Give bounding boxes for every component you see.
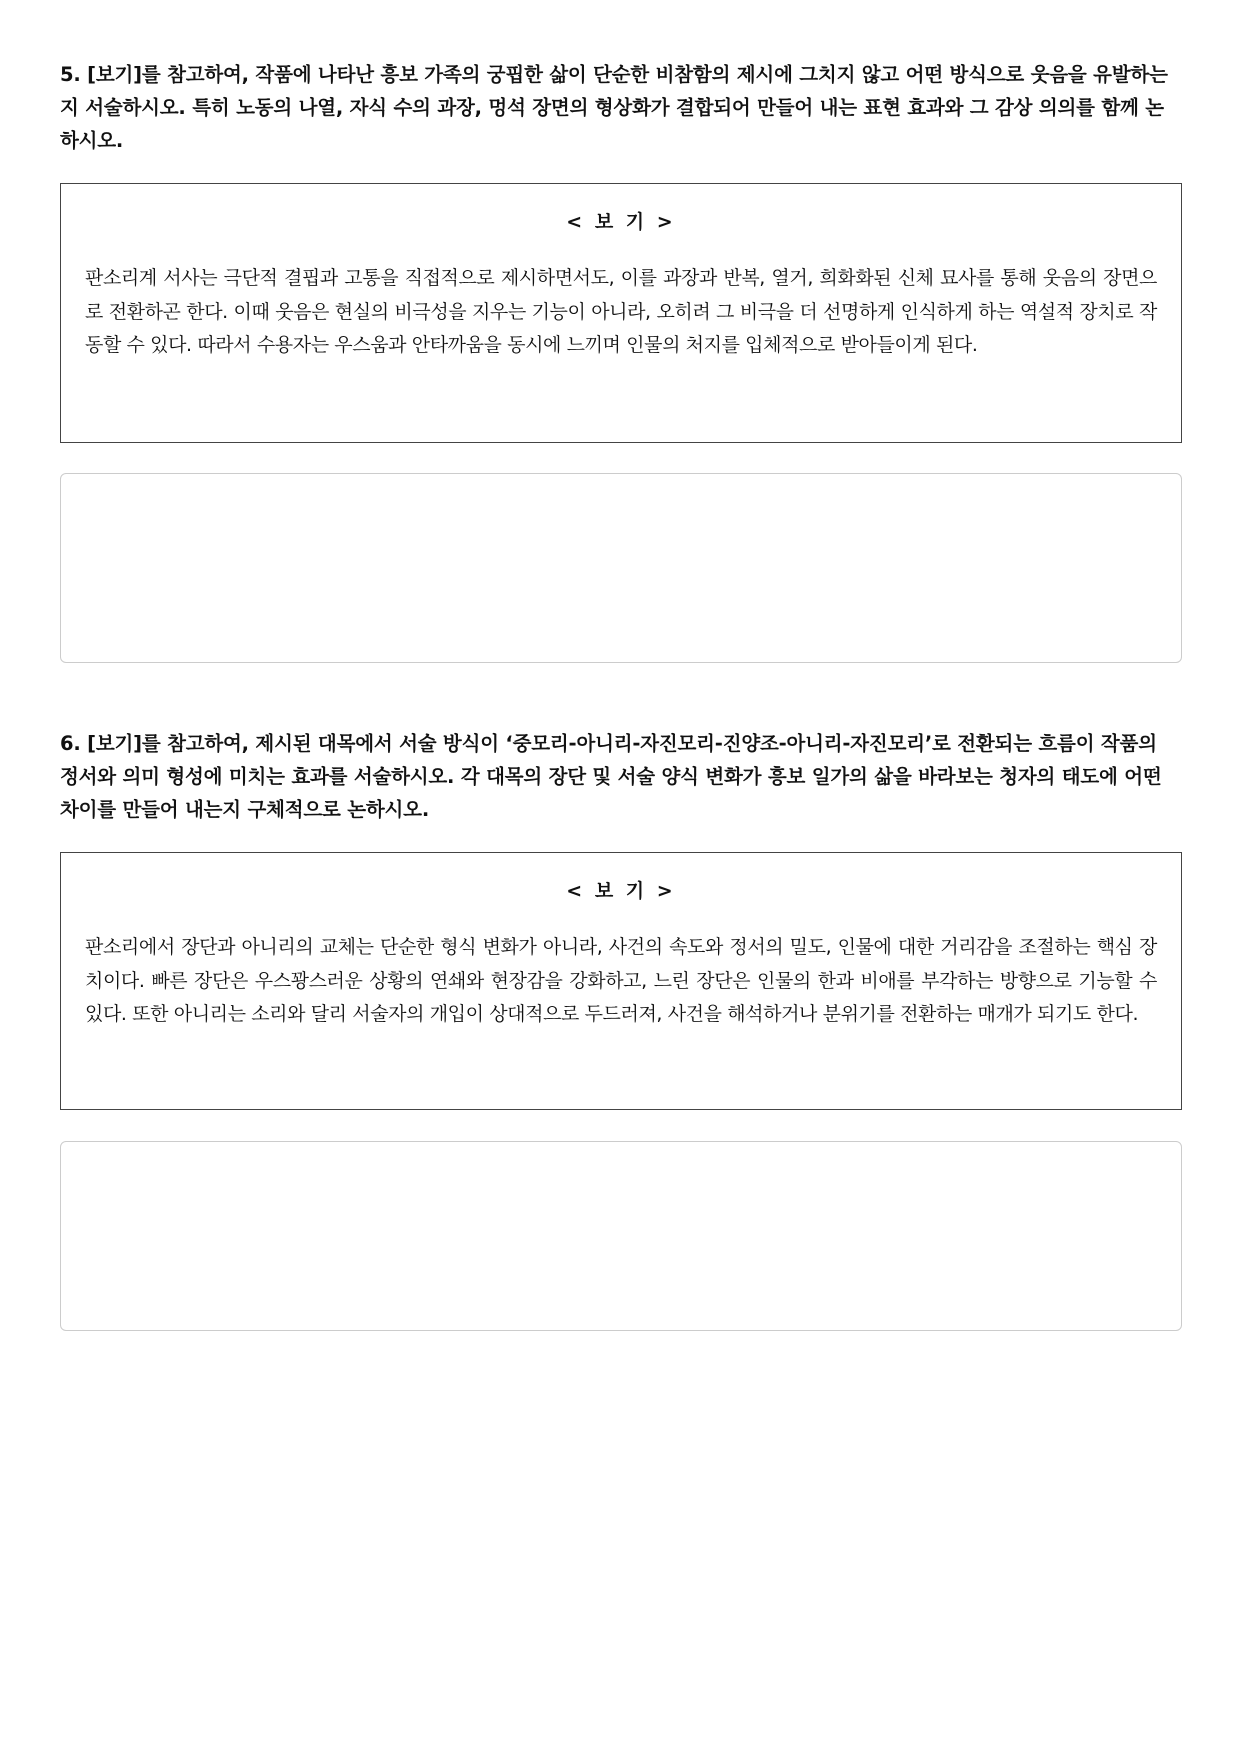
question-5-bogi-text: 판소리계 서사는 극단적 결핍과 고통을 직접적으로 제시하면서도, 이를 과장과 반복, 열거, 희화화된 신체 묘사를 통해 웃음의 장면으로 전환하곤 한다. 이때 웃음은 현실의 비극성을 지우는 기능이 아니라, 오히려 그 비극을 더 선명하게 인식하게 하는 역설적 장치로 작동할 수 있다. 따라서 수용자는 우스움과 안타까움을 동시에 느끼며 인물의 처지를 입체적으로 받아들이게 된다. — [85, 267, 1157, 356]
question-6-bogi-title: < 보 기 > — [566, 880, 676, 902]
question-6-bogi-text: 판소리에서 장단과 아니리의 교체는 단순한 형식 변화가 아니라, 사건의 속도와 정서의 밀도, 인물에 대한 거리감을 조절하는 핵심 장치이다. 빠른 장단은 우스꽝스러운 상황의 연쇄와 현장감을 강화하고, 느린 장단은 인물의 한과 비애를 부각하는 방향으로 기능할 수 있다. 또한 아니리는 소리와 달리 서술자의 개입이 상대적으로 두드러져, 사건을 해석하거나 분위기를 전환하는 매개가 되기도 한다. — [85, 936, 1157, 1025]
question-6-prompt: 6. [보기]를 참고하여, 제시된 대목에서 서술 방식이 ‘중모리-아니리-자진모리-진양조-아니리-자진모리’로 전환되는 흐름이 작품의 정서와 의미 형성에 미치는 효과를 서술하시오. 각 대목의 장단 및 서술 양식 변화가 흥보 일가의 삶을 바라보는 청자의 태도에 어떤 차이를 만들어 내는지 구체적으로 논하시오. — [60, 732, 1162, 821]
question-6-bogi-box — [60, 852, 1182, 1110]
question-6-answer-field[interactable] — [60, 1141, 1182, 1331]
question-5-bogi-title: < 보 기 > — [566, 211, 676, 233]
question-5-bogi-box — [60, 183, 1182, 443]
question-5-prompt: 5. [보기]를 참고하여, 작품에 나타난 흥보 가족의 궁핍한 삶이 단순한 비참함의 제시에 그치지 않고 어떤 방식으로 웃음을 유발하는지 서술하시오. 특히 노동의 나열, 자식 수의 과장, 멍석 장면의 형상화가 결합되어 만들어 내는 표현 효과와 그 감상 의의를 함께 논하시오. — [60, 63, 1168, 152]
question-5-answer-field[interactable] — [60, 473, 1182, 663]
